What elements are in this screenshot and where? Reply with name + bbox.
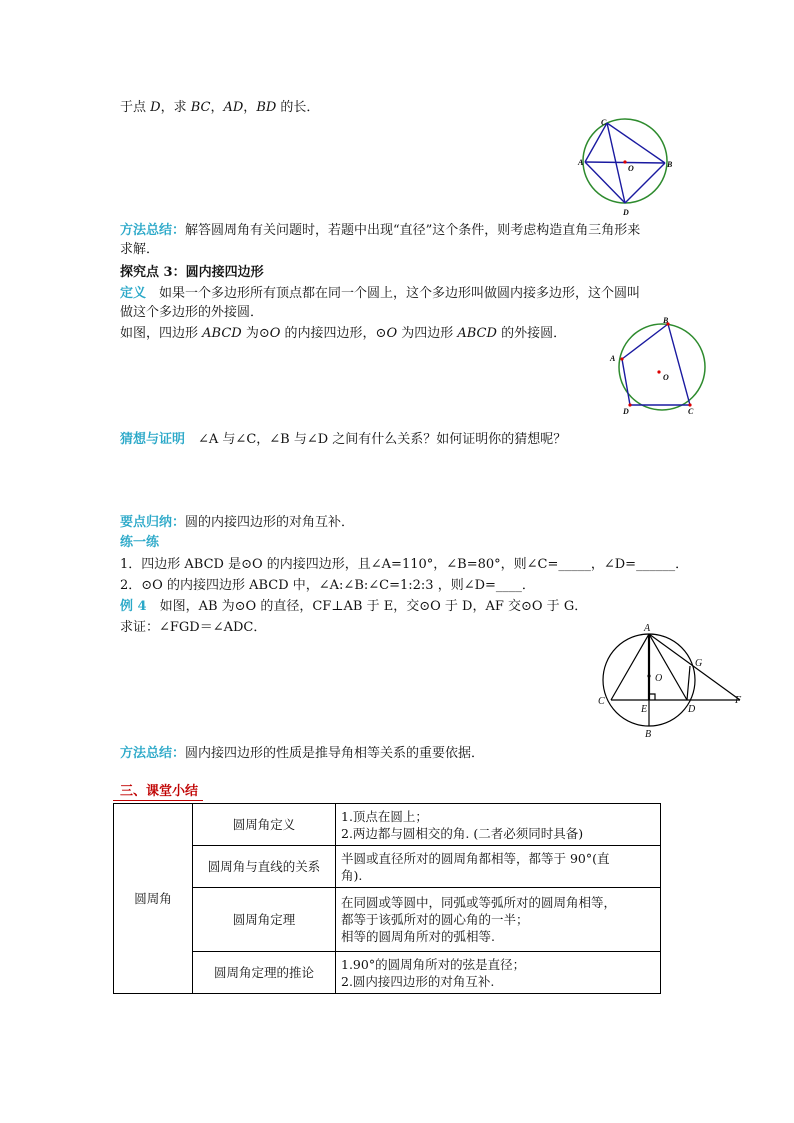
svg-text:A: A <box>644 623 651 634</box>
table-row <box>114 846 661 888</box>
table-row <box>114 952 661 994</box>
svg-text:A: A <box>578 158 584 167</box>
svg-text:O: O <box>663 373 669 382</box>
svg-text:C: C <box>688 407 694 416</box>
row-content: 在同圆或等圆中，同弧或等弧所对的圆周角相等， 都等于该弧所对的圆心角的一半； 相等的圆周角所对的弧相等. <box>336 888 661 952</box>
figure-circle-abcd-1 <box>574 116 684 222</box>
class-summary-heading: 三、课堂小结 <box>120 784 199 799</box>
example-4: 例 4 如图，AB 为⊙O 的直径，CF⊥AB 于 E，交⊙O 于 D，AF 交⊙O 于 G． <box>120 599 588 614</box>
section-heading-3: 探究点 3：圆内接四边形 <box>120 265 264 280</box>
table-row <box>114 804 661 846</box>
svg-text:D: D <box>623 208 629 217</box>
svg-text:B: B <box>663 316 669 325</box>
svg-text:A: A <box>610 354 616 363</box>
row-content: 1.90°的圆周角所对的弦是直径； 2.圆内接四边形的对角互补. <box>336 952 661 994</box>
svg-text:E: E <box>641 704 648 715</box>
svg-text:B: B <box>645 729 652 740</box>
summary-table-title: 圆周角 <box>114 804 193 994</box>
figure-description: 如图，四边形 ABCD 为⊙O 的内接四边形，⊙O 为四边形 ABCD 的外接圆． <box>120 326 567 341</box>
definition-line: 定义 如果一个多边形所有顶点都在同一个圆上，这个多边形叫做圆内接多边形，这个圆叫 <box>120 286 641 301</box>
svg-text:C: C <box>601 118 607 127</box>
figure-example-4 <box>594 620 750 740</box>
example-4-prove: 求证：∠FGD＝∠ADC． <box>120 620 267 635</box>
row-name: 圆周角定理 <box>193 888 336 952</box>
svg-text:F: F <box>735 695 742 706</box>
row-name: 圆周角定义 <box>193 804 336 846</box>
problem-tail: 于点 D，求 BC，AD，BD 的长． <box>120 100 320 115</box>
method-summary-2: 方法总结：圆内接四边形的性质是推导角相等关系的重要依据． <box>120 746 485 761</box>
method-summary-1: 方法总结：解答圆周角有关问题时，若题中出现“直径”这个条件，则考虑构造直角三角形来 <box>120 223 641 238</box>
method-summary-1-cont: 求解． <box>120 242 160 257</box>
svg-text:O: O <box>628 164 634 173</box>
conjecture-line: 猜想与证明 ∠A 与∠C，∠B 与∠D 之间有什么关系？如何证明你的猜想呢？ <box>120 432 567 447</box>
heading-underline <box>113 800 203 801</box>
table-row <box>114 888 661 952</box>
svg-text:D: D <box>623 407 629 416</box>
key-point: 要点归纳：圆的内接四边形的对角互补． <box>120 515 355 530</box>
row-content: 半圆或直径所对的圆周角都相等，都等于 90°(直 角). <box>336 846 661 888</box>
svg-text:B: B <box>667 160 673 169</box>
practice-question-1: 1．四边形 ABCD 是⊙O 的内接四边形，且∠A=110°，∠B=80°，则∠C=_____，∠D=______． <box>120 557 689 572</box>
figure-inscribed-quadrilateral <box>606 314 710 416</box>
row-name: 圆周角与直线的关系 <box>193 846 336 888</box>
svg-text:D: D <box>688 704 696 715</box>
practice-question-2: 2．⊙O 的内接四边形 ABCD 中，∠A:∠B:∠C=1:2:3 ，则∠D=____． <box>120 578 535 593</box>
definition-line-cont: 做这个多边形的外接圆． <box>120 305 264 320</box>
svg-text:G: G <box>695 658 703 669</box>
summary-table <box>113 803 661 994</box>
practice-heading: 练一练 <box>120 535 160 550</box>
row-name: 圆周角定理的推论 <box>193 952 336 994</box>
svg-text:O: O <box>655 673 663 684</box>
svg-text:C: C <box>598 696 605 707</box>
row-content: 1.顶点在圆上； 2.两边都与圆相交的角. (二者必须同时具备) <box>336 804 661 846</box>
